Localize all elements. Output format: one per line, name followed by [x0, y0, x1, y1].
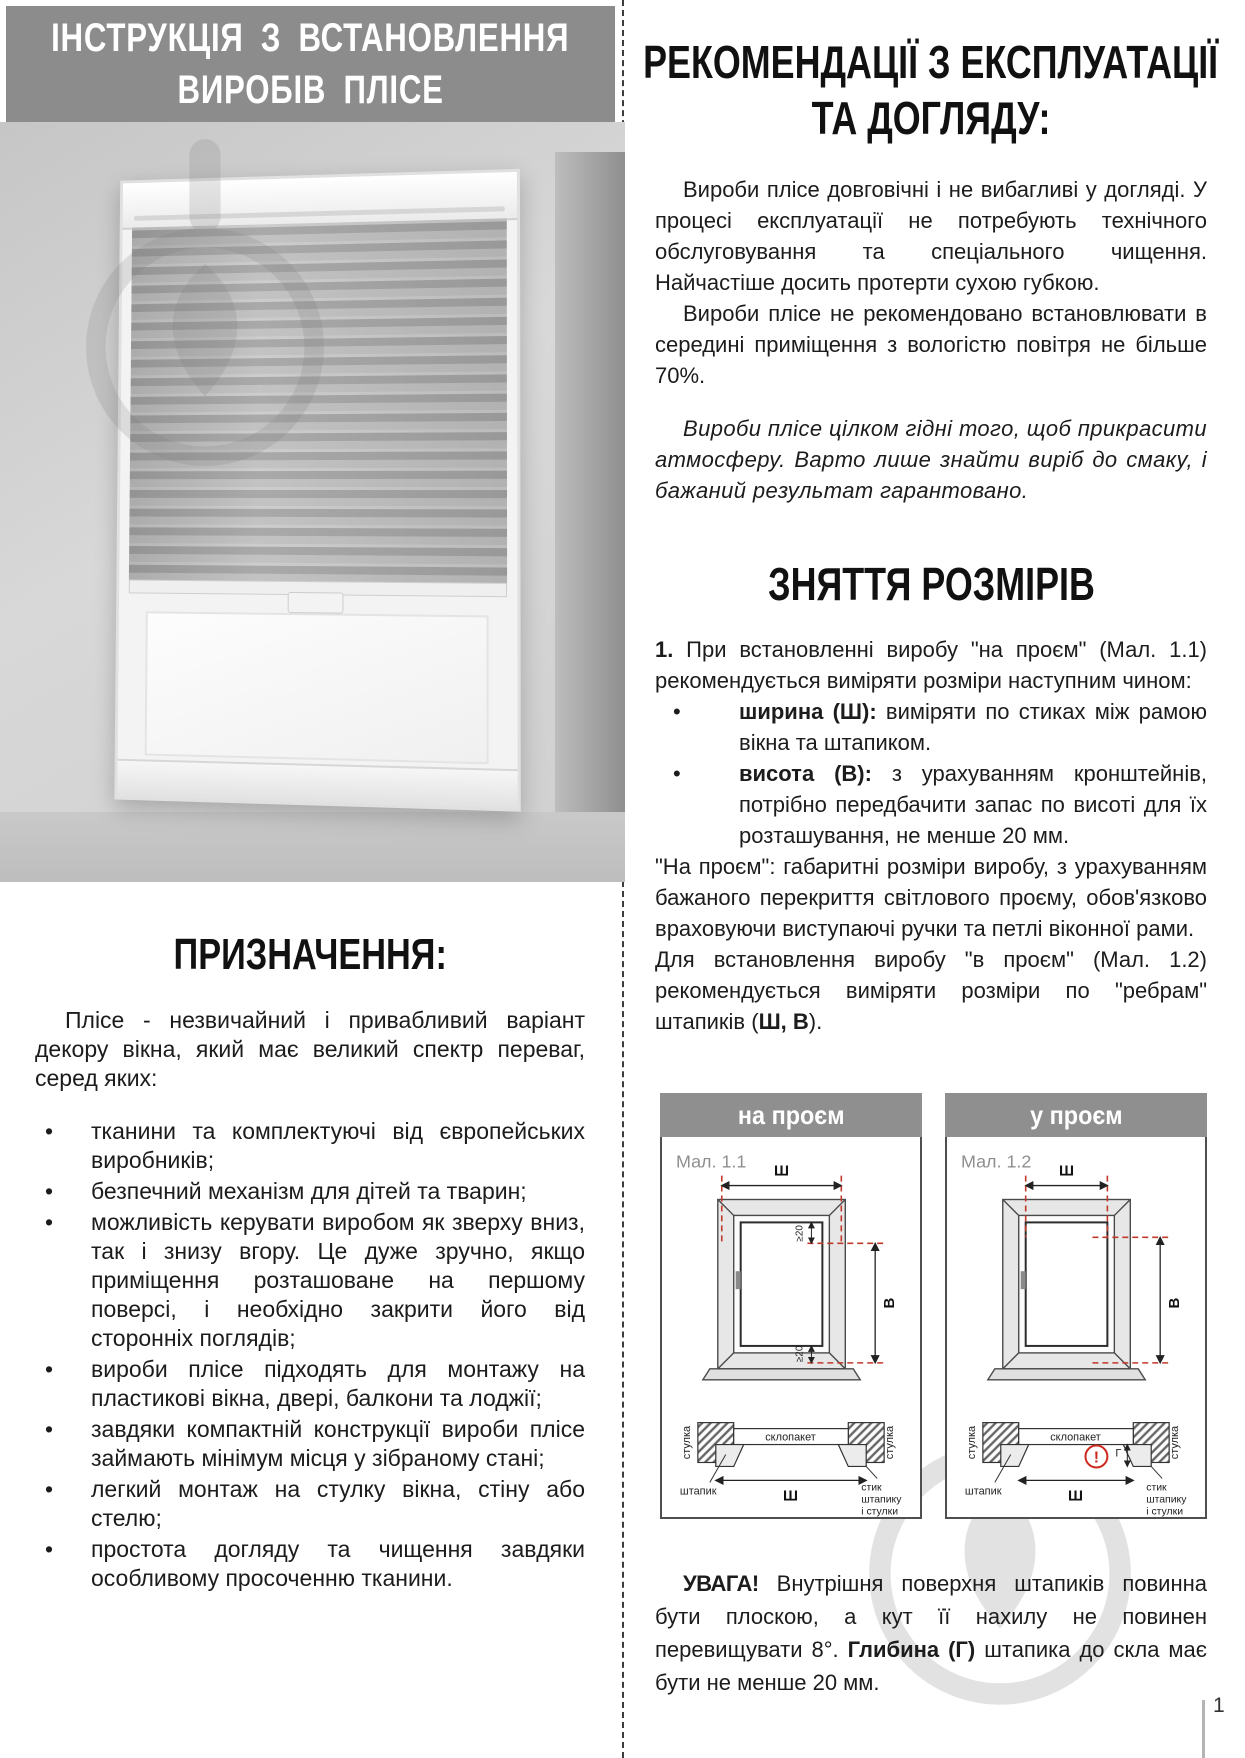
- window-drawing: [703, 1199, 860, 1379]
- window-recess-shadow: [555, 152, 625, 882]
- svg-text:штапик: штапик: [964, 1485, 1002, 1498]
- fig-caption: Мал. 1.2: [960, 1151, 1032, 1172]
- height-definition: з урахуванням кронштейнів, потрібно передбачити запас по висоті для їх розташування, не менше 20 мм.: [739, 761, 1207, 848]
- care-recommendations-section: [643, 34, 1219, 506]
- window-with-pleated-blind: [114, 169, 520, 812]
- height-term: висота (В):: [739, 761, 892, 786]
- svg-text:Ш: Ш: [1067, 1487, 1084, 1505]
- window-drawing: [988, 1199, 1145, 1379]
- width-definition: виміряти по стиках між рамою вікна та штапиком.: [739, 699, 1207, 755]
- width-dimension: [1026, 1163, 1108, 1186]
- care-paragraph-1: Вироби плісе довговічні і не вибагливі у догляді. У процесі експлуатації не потребують технічного обслуговування та спеціального чищення. Найчастіше досить протерти сухою губкою.: [655, 177, 1207, 295]
- list-item: • можливість керувати виробом як зверху вниз, так і знизу вгору. Це дуже зручно, якщо приміщення розташоване на першому поверсі, і необхідно закрити його від сторонніх поглядів;: [35, 1208, 585, 1353]
- list-item: • вироби плісе підходять для монтажу на пластикові вікна, двері, балкони та лоджії;: [35, 1355, 585, 1413]
- list-item: • безпечний механізм для дітей та тварин;: [35, 1177, 585, 1206]
- left-title-line2: ВИРОБІВ ПЛІСЕ: [177, 68, 444, 112]
- diagram-header-label: на проєм: [737, 1099, 845, 1130]
- svg-text:і стулки: і стулки: [861, 1506, 899, 1517]
- window-frame-sill: [117, 759, 517, 809]
- depth-label: Г: [1115, 1447, 1122, 1460]
- svg-text:склопакет: склопакет: [1050, 1431, 1101, 1444]
- warning-exclamation: !: [1093, 1449, 1100, 1467]
- product-photo: [0, 122, 625, 882]
- window-sill-ledge: [0, 812, 625, 882]
- list-item: • завдяки компактній конструкції вироби плісе займають мінімум місця у зібраному стані;: [35, 1415, 585, 1473]
- in-opening-paragraph: [655, 944, 1207, 1037]
- purpose-title: ПРИЗНАЧЕННЯ:: [173, 930, 447, 979]
- diagram-1-1-drawing: [662, 1137, 920, 1517]
- bead-cross-section: [680, 1423, 902, 1517]
- fig-caption: Мал. 1.1: [675, 1151, 747, 1172]
- in-opening-text-1: Для встановлення виробу "в проєм" (Мал. 1.2) рекомендується виміряти розміри по "ребрам" штапиків (: [655, 947, 1207, 1034]
- measurement-diagrams: [660, 1093, 1207, 1519]
- measuring-step-1: [655, 634, 1207, 696]
- diagram-1-2-drawing: [947, 1137, 1205, 1517]
- diagram-on-opening-body: [660, 1137, 922, 1519]
- measuring-title-row: [655, 556, 1207, 612]
- width-term: ширина (Ш):: [739, 699, 886, 724]
- svg-text:штапику: штапику: [861, 1494, 902, 1506]
- svg-text:В: В: [1166, 1297, 1184, 1309]
- svg-text:≥20: ≥20: [794, 1225, 806, 1242]
- in-opening-text-2: ).: [808, 1009, 823, 1034]
- list-item: • легкий монтаж на стулку вікна, стіну або стелю;: [35, 1475, 585, 1533]
- svg-text:В: В: [881, 1297, 899, 1309]
- on-opening-paragraph: "На проєм": габаритні розміри виробу, з урахуванням бажаного перекриття світлового проєму, обов'язково враховуючи виступаючі ручки та петлі віконної рами.: [655, 854, 1207, 941]
- svg-text:стулка: стулка: [965, 1425, 978, 1460]
- attention-text-2: штапика до скла має бути не менше 20 мм.: [655, 1637, 1208, 1695]
- measuring-bullet-list: [655, 696, 1207, 851]
- attention-lead: УВАГА!: [683, 1571, 759, 1596]
- left-title-banner: [6, 6, 615, 122]
- svg-text:Ш: Ш: [774, 1162, 790, 1180]
- height-dimension: [875, 1243, 898, 1363]
- svg-text:стик: стик: [1146, 1482, 1167, 1494]
- svg-text:штапик: штапик: [679, 1485, 717, 1498]
- blind-handle-tab: [288, 592, 344, 614]
- svg-text:≥20: ≥20: [794, 1345, 806, 1363]
- attention-depth-term: Глибина (Г): [847, 1637, 976, 1662]
- page-number: 1: [1213, 1694, 1225, 1717]
- care-paragraph-2: Вироби плісе не рекомендовано встановлювати в середині приміщення з вологістю повітря не більше 70%.: [655, 301, 1207, 388]
- care-title-line1: РЕКОМЕНДАЦІЇ З ЕКСПЛУАТАЦІЇ: [643, 36, 1219, 88]
- diagram-in-opening-header: [945, 1093, 1207, 1137]
- list-item: • простота догляду та чищення завдяки особливому просоченню тканини.: [35, 1535, 585, 1593]
- measuring-title: ЗНЯТТЯ РОЗМІРІВ: [767, 558, 1095, 610]
- bead-cross-section: [965, 1423, 1187, 1517]
- svg-text:штапику: штапику: [1146, 1494, 1187, 1506]
- attention-note: [655, 1567, 1207, 1699]
- pleated-blind-fabric: [129, 218, 507, 583]
- measuring-section: [655, 556, 1207, 1037]
- purpose-section: [35, 930, 585, 1595]
- diagram-header-label: у проєм: [1029, 1099, 1123, 1130]
- svg-text:Ш: Ш: [782, 1487, 799, 1505]
- step-number: 1.: [655, 637, 674, 662]
- diagram-on-opening-header: [660, 1093, 922, 1137]
- purpose-intro: Плісе - незвичайний і привабливий варіант декору вікна, який має великий спектр переваг, серед яких:: [35, 1007, 585, 1091]
- svg-text:стик: стик: [861, 1482, 882, 1494]
- care-paragraph-3: Вироби плісе цілком гідні того, щоб прикрасити атмосферу. Варто лише знайти виріб до смаку, і бажаний результат гарантовано.: [655, 416, 1208, 503]
- diagram-in-opening-body: [945, 1137, 1207, 1519]
- diagram-on-opening: [660, 1093, 922, 1519]
- attention-text-1: Внутрішня поверхня штапиків повинна бути плоскою, а кут її нахилу не повинен перевищувати 8°.: [655, 1571, 1207, 1662]
- page-number-divider: [1202, 1700, 1205, 1758]
- svg-text:склопакет: склопакет: [765, 1431, 816, 1444]
- list-item: • тканини та комплектуючі від європейських виробників;: [35, 1117, 585, 1175]
- svg-text:Ш: Ш: [1059, 1162, 1075, 1180]
- step-text: При встановленні виробу "на проєм" (Мал. 1.1) рекомендується виміряти розміри наступним чином:: [655, 637, 1207, 693]
- svg-text:стулка: стулка: [1169, 1425, 1182, 1460]
- list-item-height: [655, 758, 1207, 851]
- svg-text:і стулки: і стулки: [1146, 1506, 1184, 1517]
- list-item-width: [655, 696, 1207, 758]
- svg-text:стулка: стулка: [884, 1425, 897, 1460]
- in-opening-dims: Ш, В: [758, 1009, 809, 1034]
- purpose-bullet-list: [35, 1117, 585, 1593]
- care-title-line2: ТА ДОГЛЯДУ:: [811, 92, 1051, 144]
- left-title-line1: ІНСТРУКЦІЯ З ВСТАНОВЛЕННЯ: [51, 16, 570, 60]
- window-glass: [145, 611, 489, 764]
- height-dimension: [1160, 1237, 1183, 1363]
- svg-text:стулка: стулка: [680, 1425, 693, 1460]
- diagram-in-opening: [945, 1093, 1207, 1519]
